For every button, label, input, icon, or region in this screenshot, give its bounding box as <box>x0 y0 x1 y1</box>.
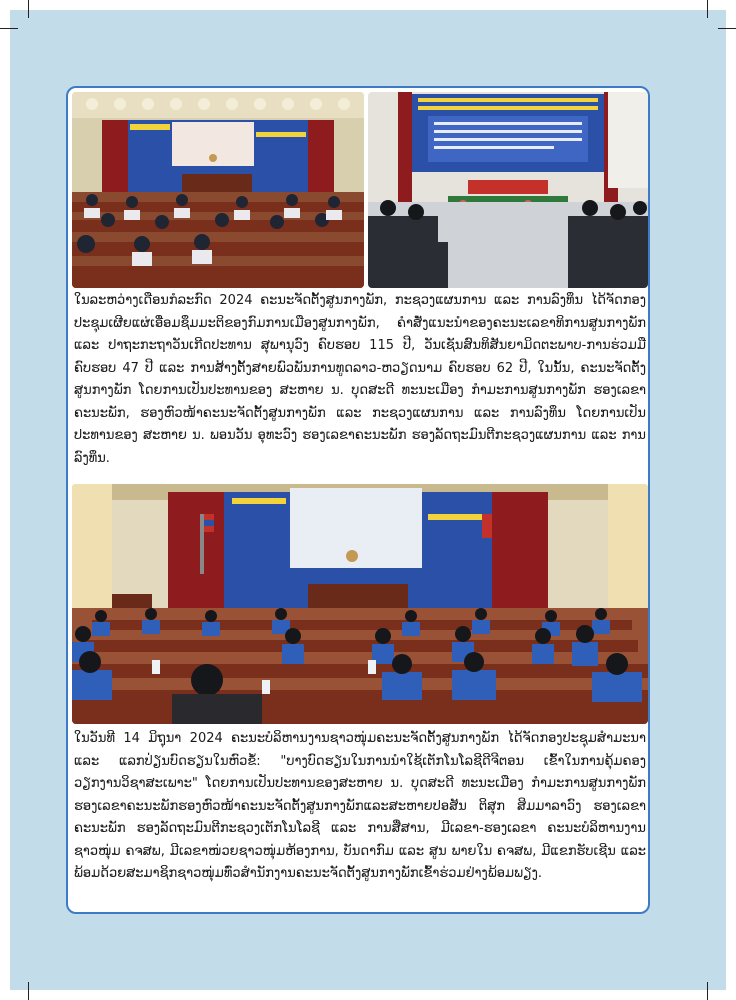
youth-meeting-image <box>72 484 648 724</box>
paragraph-july-party-meeting: ໃນລະຫວ່າງເດືອນກໍລະກົດ 2024 ຄະນະຈັດຕັ້ງສູນກາງພັກ, ກະຊວງແຜນການ ແລະ ການລົງທຶນ ໄດ້ຈັດກອງປະຊຸມເຜີຍແຜ່ເອື່ອມຊຶມມະຕິຂອງກົມການເມືອງສູນກາງພັກ, ຄຳສັ່ງແນະນຳຂອງຄະນະເລຂາທິການສູນກາງພັກ ແລະ ປາຖະກະຖາວັນເກີດປະທານ ສຸພານຸວົງ ຄົບຮອບ 115 ປີ, ວັນເຊັນສົນທິສັນຍາມິດຕະພາບ-ການຮ່ວມມື ຄົບຮອບ 47 ປີ ແລະ ການສ້າງຕັ້ງສາຍພົວພັນການທູດລາວ-ຫວຽດນາມ ຄົບຮອບ 62 ປີ, ໃນນັ້ນ, ຄະນະຈັດຕັ້ງສູນກາງພັກ ໂດຍການເປັນປະທານຂອງ ສະຫາຍ ນ. ບຸດສະດີ ທະນະເມືອງ ກຳມະການສູນກາງພັກ ຮອງເລຂາຄະນະພັກ, ຮອງຫົວໜ້າຄະນະຈັດຕັ້ງສູນກາງພັກ ແລະ ກະຊວງແຜນການ ແລະ ການລົງທຶນ ໂດຍການເປັນປະທານຂອງ ສະຫາຍ ນ. ພອນວັນ ອຸທະວົງ ຮອງເລຂາຄະນະພັກ ຮອງລັດຖະມົນຕີກະຊວງແຜນການ ແລະ ການລົງທຶນ. <box>74 293 646 466</box>
crop-mark-top-left <box>28 0 29 18</box>
crop-mark-top-left-h <box>0 28 18 29</box>
photo-meeting-hall-left <box>72 92 364 288</box>
photo-meeting-hall-right <box>368 92 648 288</box>
paragraph-youth-seminar: ໃນວັນທີ 14 ມິຖຸນາ 2024 ຄະນະບໍລິຫານງານຊາວໜຸ່ມຄະນະຈັດຕັ້ງສູນກາງພັກ ໄດ້ຈັດກອງປະຊຸມສຳມະນາ ແລະ ແລກປ່ຽນບົດຮຽນໃນຫົວຂໍ້: "ບາງບົດຮຽນໃນການນຳໃຊ້ເຕັກໂນໂລຊີດີຈີຕອນ ເຂົ້າໃນການຄຸ້ມຄອງວຽກງານວິຊາສະເພາະ" ໂດຍການເປັນປະທານຂອງສະຫາຍ ນ. ບຸດສະດີ ທະນະເມືອງ ກຳມະການສູນກາງພັກຮອງເລຂາຄະນະພັກຮອງຫົວໜ້າຄະນະຈັດຕັ້ງສູນກາງພັກແລະສະຫາຍປອສັນ ຕິສຸກ ສິມມາລາວົງ ຮອງເລຂາຄະນະພັກ ຮອງລັດຖະມົນຕີກະຊວງເຕັກໂນໂລຊີ ແລະ ການສື່ສານ, ມີເລຂາ-ຮອງເລຂາ ຄະນະບໍລິຫານງານຊາວໜຸ່ມ ຄຈສພ, ມີເລຂາໜ່ວຍຊາວໜຸ່ມຫ້ອງການ, ບັນດາກົມ ແລະ ສູນ ພາຍໃນ ຄຈສພ, ມີແຂກຮັບເຊີນ ແລະ ພ້ອມດ້ວຍສະມາຊິກຊາວໜຸ່ມທົ່ວສຳນັກງານຄະນະຈັດຕັ້ງສູນກາງພັກເຂົ້າຮ່ວມຢ່າງພ້ອມພຽງ. <box>74 731 646 881</box>
meeting-hall-right-image <box>368 92 648 288</box>
crop-mark-bottom-left <box>28 982 29 1000</box>
photo-youth-meeting <box>72 484 648 724</box>
crop-mark-bottom-right <box>707 982 708 1000</box>
crop-mark-top-right-h <box>718 28 736 29</box>
content-panel <box>66 86 650 914</box>
crop-mark-top-right <box>707 0 708 18</box>
meeting-hall-left-image <box>72 92 364 288</box>
